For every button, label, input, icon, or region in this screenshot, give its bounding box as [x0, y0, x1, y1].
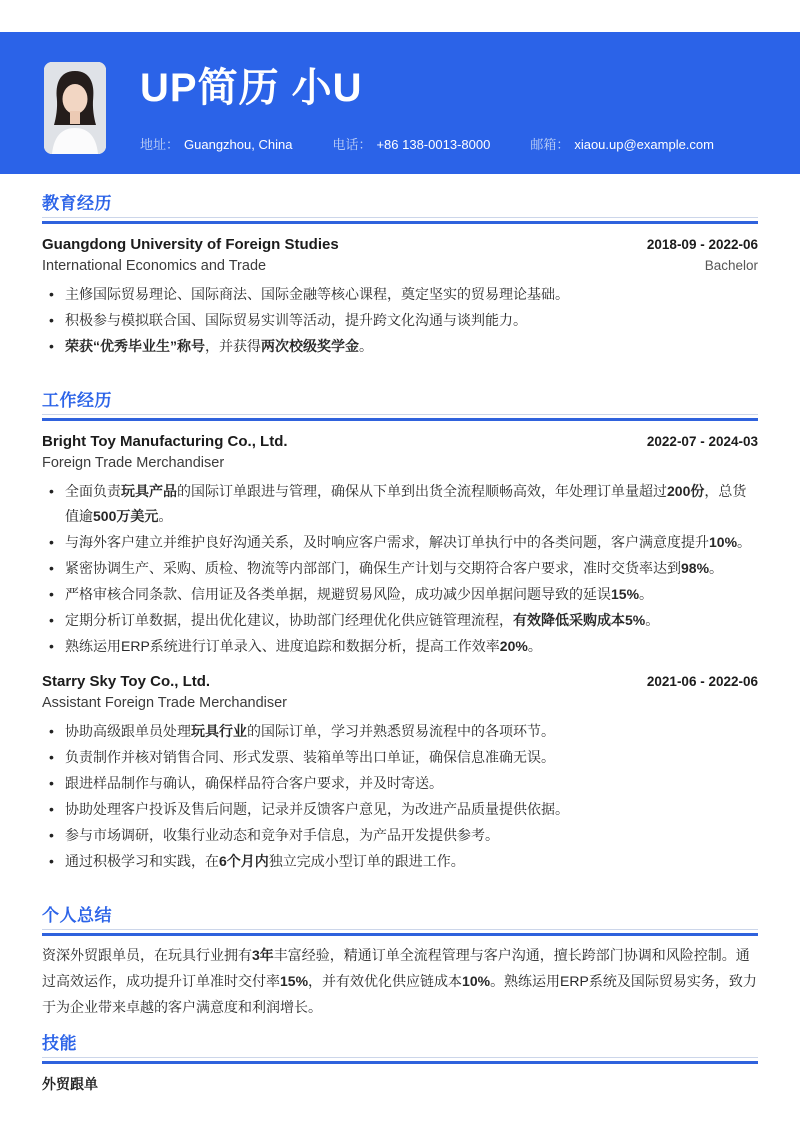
summary-section-title: 个人总结: [42, 906, 758, 930]
section-education: [42, 194, 758, 359]
contact-address: [140, 134, 292, 153]
skills-section-title: 技能: [42, 1034, 758, 1058]
major-name: International Economics and Trade: [42, 258, 267, 274]
summary-paragraph: 资深外贸跟单员，在玩具行业拥有3年丰富经验，精通订单全流程管理与客户沟通，擅长跨部门协调和风险控制。通过高效运作，成功提升订单准时交付率15%，并有效优化供应链成本10%。熟练运用ERP系统及国际贸易实务，致力于为企业带来卓越的客户满意度和利润增长。: [42, 947, 757, 1015]
company-name: Starry Sky Toy Co., Ltd.: [42, 673, 211, 690]
education-bullet-list: [42, 282, 758, 359]
bullet-item: • 参与市场调研，收集行业动态和竞争对手信息，为产品开发提供参考。: [42, 823, 758, 848]
phone-label: 电话：: [332, 137, 372, 152]
job-entry: [42, 433, 758, 659]
job-bullet-list: [42, 479, 758, 659]
address-label: 地址：: [140, 137, 180, 152]
bullet-item: • 严格审核合同条款、信用证及各类单据，规避贸易风险，成功减少因单据问题导致的延误15%。: [42, 582, 758, 607]
header-text-block: [140, 62, 758, 153]
email-label: 邮箱：: [530, 137, 570, 152]
bullet-item: • 熟练运用ERP系统进行订单录入、进度追踪和数据分析，提高工作效率20%。: [42, 634, 758, 659]
school-name: Guangdong University of Foreign Studies: [42, 236, 339, 253]
bullet-item: • 主修国际贸易理论、国际商法、国际金融等核心课程，奠定坚实的贸易理论基础。: [42, 282, 758, 307]
bullet-item: • 通过积极学习和实践，在6个月内独立完成小型订单的跟进工作。: [42, 849, 758, 874]
address-value: Guangzhou, China: [184, 137, 293, 152]
job-entry-header: [42, 673, 758, 690]
work-section-title: 工作经历: [42, 391, 758, 415]
skill-item-label: 外贸跟单: [42, 1076, 98, 1092]
company-name: Bright Toy Manufacturing Co., Ltd.: [42, 433, 288, 450]
contact-phone: [332, 134, 490, 153]
section-divider: [42, 1061, 758, 1064]
job-entry: [42, 673, 758, 874]
contact-row: [140, 134, 758, 153]
phone-value: +86 138-0013-8000: [376, 137, 491, 152]
education-entry-header: [42, 236, 758, 253]
bullet-item: • 跟进样品制作与确认，确保样品符合客户要求，并及时寄送。: [42, 771, 758, 796]
section-summary: [42, 906, 758, 1020]
section-work: [42, 391, 758, 874]
bullet-item: • 负责制作并核对销售合同、形式发票、装箱单等出口单证，确保信息准确无误。: [42, 745, 758, 770]
candidate-name: UP简历 小U: [140, 66, 363, 110]
resume-header: [0, 32, 800, 174]
section-divider: [42, 221, 758, 224]
profile-photo: [44, 62, 106, 154]
education-entry-subheader: [42, 258, 758, 274]
bullet-item: • 紧密协调生产、采购、质检、物流等内部部门，确保生产计划与交期符合客户要求，准时交货率达到98%。: [42, 556, 758, 581]
contact-email: [530, 134, 714, 153]
degree-label: Bachelor: [704, 258, 758, 273]
bullet-item: • 积极参与模拟联合国、国际贸易实训等活动，提升跨文化沟通与谈判能力。: [42, 308, 758, 333]
email-value: xiaou.up@example.com: [574, 137, 714, 152]
job-title: Assistant Foreign Trade Merchandiser: [42, 695, 287, 711]
bullet-item: • 荣获“优秀毕业生”称号，并获得两次校级奖学金。: [42, 334, 758, 359]
job-dates: 2021-06 - 2022-06: [646, 674, 758, 689]
bullet-item: • 协助处理客户投诉及售后问题，记录并反馈客户意见，为改进产品质量提供依据。: [42, 797, 758, 822]
job-entry-header: [42, 433, 758, 450]
section-skills: [42, 1034, 758, 1094]
resume-body: [0, 194, 800, 1094]
bullet-item: • 协助高级跟单员处理玩具行业的国际订单，学习并熟悉贸易流程中的各项环节。: [42, 719, 758, 744]
job-entry-subheader: [42, 695, 758, 711]
job-title: Foreign Trade Merchandiser: [42, 455, 225, 471]
bullet-item: • 全面负责玩具产品的国际订单跟进与管理，确保从下单到出货全流程顺畅高效，年处理订单量超过200份，总货值逾500万美元。: [42, 479, 758, 529]
education-dates: 2018-09 - 2022-06: [646, 237, 758, 252]
section-divider: [42, 933, 758, 936]
bullet-item: • 定期分析订单数据，提出优化建议，协助部门经理优化供应链管理流程，有效降低采购成本5%。: [42, 608, 758, 633]
job-dates: 2022-07 - 2024-03: [646, 434, 758, 449]
job-entry-subheader: [42, 455, 758, 471]
avatar: [44, 62, 106, 154]
job-bullet-list: [42, 719, 758, 874]
education-section-title: 教育经历: [42, 194, 758, 218]
bullet-item: • 与海外客户建立并维护良好沟通关系，及时响应客户需求，解决订单执行中的各类问题，客户满意度提升10%。: [42, 530, 758, 555]
section-divider: [42, 418, 758, 421]
